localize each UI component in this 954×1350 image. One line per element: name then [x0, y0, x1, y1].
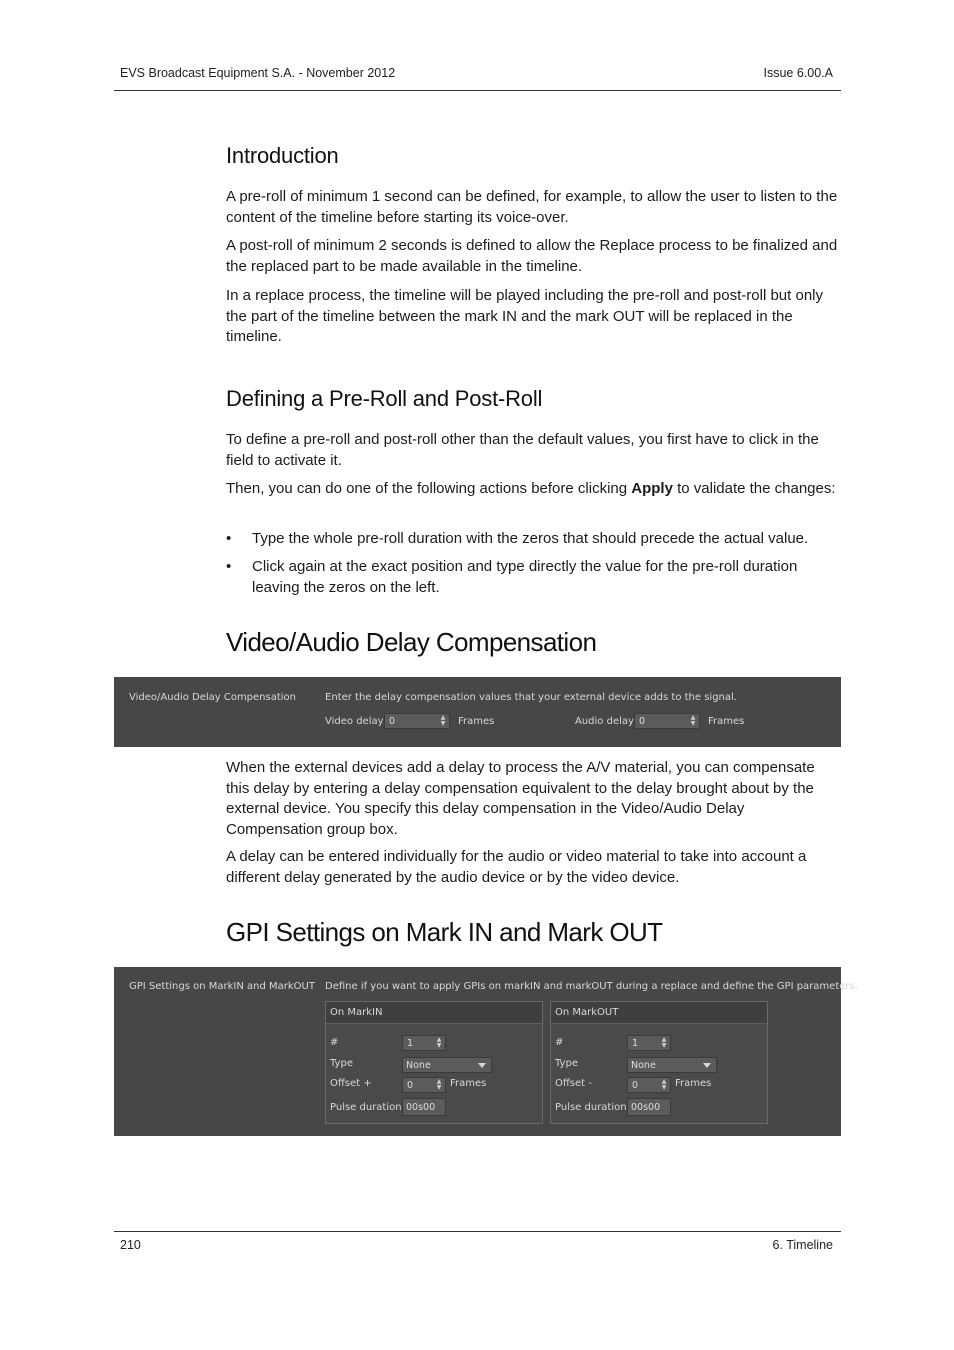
markin-type-value: None: [406, 1060, 431, 1071]
markin-number-spinbox[interactable]: [402, 1035, 446, 1051]
delay-panel-description: Enter the delay compensation values that your external device adds to the signal.: [325, 692, 737, 703]
intro-paragraph-2: A post-roll of minimum 2 seconds is defined to allow the Replace process to be finalized and the replaced part to be made available in the timeline.: [226, 237, 838, 275]
markout-offset-unit: Frames: [675, 1078, 712, 1089]
spin-up-icon[interactable]: ▲: [436, 1036, 442, 1043]
page-number: 210: [120, 1238, 141, 1252]
video-delay-label: Video delay: [325, 716, 384, 727]
markout-offset-spinbox[interactable]: [627, 1077, 671, 1093]
markin-type-dropdown[interactable]: [402, 1057, 492, 1073]
bullet-text: Click again at the exact position and type directly the value for the pre-roll duration leaving the zeros on the left.: [252, 558, 798, 596]
delay-paragraph-2: A delay can be entered individually for the audio or video material to take into account a different delay generated by the audio device or by the video device.: [226, 848, 807, 886]
spin-up-icon[interactable]: ▲: [436, 1078, 442, 1085]
defining-paragraph-1: To define a pre-roll and post-roll other than the default values, you first have to click in the field to activate it.: [226, 431, 819, 469]
intro-paragraph-1: A pre-roll of minimum 1 second can be defined, for example, to allow the user to listen to the content of the timeline before starting its voice-over.: [226, 188, 838, 226]
markout-offset-label: Offset -: [555, 1078, 592, 1089]
spin-up-icon[interactable]: ▲: [661, 1078, 667, 1085]
audio-delay-label: Audio delay: [575, 716, 634, 727]
delay-panel-title: Video/Audio Delay Compensation: [129, 692, 297, 703]
markin-offset-spinbox[interactable]: [402, 1077, 446, 1093]
spin-down-icon[interactable]: ▼: [440, 720, 446, 727]
chapter-title: 6. Timeline: [772, 1238, 833, 1252]
spin-down-icon[interactable]: ▼: [690, 720, 696, 727]
markin-type-label: Type: [330, 1058, 353, 1069]
markin-number-label: #: [330, 1037, 339, 1048]
spin-up-icon[interactable]: ▲: [440, 714, 446, 721]
markout-type-dropdown[interactable]: [627, 1057, 717, 1073]
video-delay-spinbox[interactable]: [384, 713, 450, 729]
gpi-panel-title: GPI Settings on MarkIN and MarkOUT: [129, 981, 315, 992]
bullet-dot: •: [226, 530, 232, 547]
defining-paragraph-2: [226, 479, 840, 500]
section-heading-gpi: GPI Settings on Mark IN and Mark OUT: [226, 917, 663, 947]
markout-pulse-label: Pulse duration: [555, 1102, 627, 1113]
markin-offset-unit: Frames: [450, 1078, 487, 1089]
markin-offset-label: Offset +: [330, 1078, 372, 1089]
markin-pulse-label: Pulse duration: [330, 1102, 402, 1113]
audio-delay-spinbox[interactable]: [634, 713, 700, 729]
markout-group-title: On MarkOUT: [551, 1002, 767, 1024]
section-heading-defining: Defining a Pre-Roll and Post-Roll: [226, 386, 543, 411]
spin-up-icon[interactable]: ▲: [690, 714, 696, 721]
delay-compensation-panel: [114, 677, 841, 747]
markin-number-value: 1: [407, 1038, 414, 1049]
section-heading-delay: Video/Audio Delay Compensation: [226, 627, 597, 657]
markin-pulse-field[interactable]: 00s00: [402, 1098, 446, 1116]
markin-offset-value: 0: [407, 1080, 414, 1091]
markout-group: [550, 1001, 768, 1124]
markout-pulse-field[interactable]: 00s00: [627, 1098, 671, 1116]
bullet-dot: •: [226, 558, 232, 575]
markin-group: [325, 1001, 543, 1124]
markin-group-title: On MarkIN: [326, 1002, 542, 1024]
markout-number-label: #: [555, 1037, 564, 1048]
spin-up-icon[interactable]: ▲: [661, 1036, 667, 1043]
markout-offset-value: 0: [632, 1080, 639, 1091]
apply-term: Apply: [631, 480, 673, 497]
video-delay-unit: Frames: [458, 716, 495, 727]
gpi-settings-panel: [114, 967, 858, 1136]
bullet-text: Type the whole pre-roll duration with the zeros that should precede the actual value.: [252, 530, 809, 547]
markout-type-value: None: [631, 1060, 656, 1071]
spin-down-icon[interactable]: ▼: [436, 1084, 442, 1091]
spin-down-icon[interactable]: ▼: [661, 1084, 667, 1091]
header-left: EVS Broadcast Equipment S.A. - November 2012: [120, 66, 396, 80]
video-delay-value: 0: [389, 716, 396, 727]
gpi-panel-description: Define if you want to apply GPIs on markIN and markOUT during a replace and define the GPI parameters.: [325, 981, 858, 992]
chevron-down-icon: [703, 1063, 711, 1068]
audio-delay-value: 0: [639, 716, 646, 727]
markout-number-spinbox[interactable]: [627, 1035, 671, 1051]
header-right: Issue 6.00.A: [763, 66, 833, 80]
delay-paragraph-1: When the external devices add a delay to process the A/V material, you can compensate this delay by entering a delay compensation equivalent to the delay brought about by the external device. You specify this delay compensation in the Video/Audio Delay Compensation group box.: [226, 759, 815, 838]
intro-paragraph-3: In a replace process, the timeline will be played including the pre-roll and post-roll but only the part of the timeline between the mark IN and the mark OUT will be replaced in the timeline.: [226, 287, 823, 345]
spin-down-icon[interactable]: ▼: [661, 1042, 667, 1049]
chevron-down-icon: [478, 1063, 486, 1068]
audio-delay-unit: Frames: [708, 716, 745, 727]
markout-number-value: 1: [632, 1038, 639, 1049]
header-divider: [114, 90, 841, 91]
defining-p2-text-a: Then, you can do one of the following actions before clicking: [226, 480, 632, 497]
defining-p2-text-b: to validate the changes:: [672, 480, 836, 497]
footer-divider: [114, 1231, 841, 1232]
spin-down-icon[interactable]: ▼: [436, 1042, 442, 1049]
markout-type-label: Type: [555, 1058, 578, 1069]
section-heading-introduction: Introduction: [226, 143, 339, 168]
